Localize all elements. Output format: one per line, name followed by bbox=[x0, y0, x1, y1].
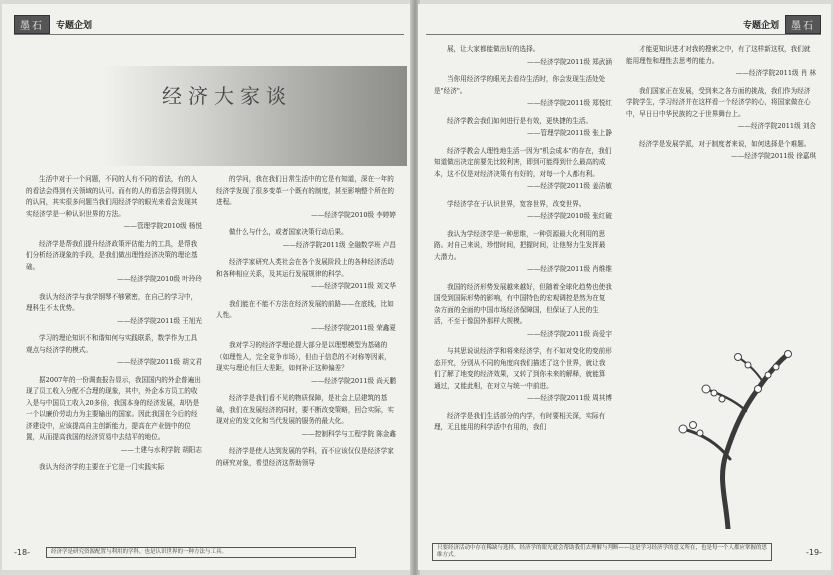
header-rule bbox=[426, 34, 821, 35]
right-header bbox=[737, 16, 821, 32]
comment-text: 经济学是我们生活部分的内学，有时要相关深，实际有理，无且能用的科学活中有用的，我们 bbox=[434, 411, 606, 431]
left-column-1 bbox=[26, 174, 202, 519]
comment-paragraph bbox=[434, 282, 612, 341]
comment-text: 生活中对于一个问题，不同的人有不同的看法，有的人的看法会得到有关领域的认可。而有的人的看法会得到别人的认同，其实很多问题当我们用经济学的眼光来看会发现其实经济学是一种认识世界的方法。 bbox=[26, 175, 198, 218]
comment-text: 我认为经济学与我学钢琴不够紧密，在自己的学习中，理科生不太优势。 bbox=[26, 292, 198, 312]
comment-text: 经济学教会人理性地生活一因为"机会成本"的存在，我们知道做出决定前要先比较利害，即到可能得到什么最高的成本，这不仅是对经济决策有有好的，对每一个人都有利。 bbox=[434, 146, 612, 178]
comment-text: 学经济学在于认识世界，宽容世界，改变世界。 bbox=[447, 199, 586, 208]
comment-signature: ——经济学院2011级 肖 林 bbox=[735, 69, 816, 77]
comment-paragraph bbox=[26, 174, 202, 233]
comment-signature: ——经济学院2011级 姜洁敏 bbox=[527, 182, 612, 190]
comment-signature: ——控制科学与工程学院 陈金鑫 bbox=[301, 429, 396, 438]
comment-signature: ——经济学院2011级 刘含 bbox=[737, 122, 816, 130]
comment-text: 我认为经济学的主要在于它是一门实践实际 bbox=[39, 463, 165, 471]
comment-paragraph bbox=[626, 86, 816, 133]
footer-quote: 经济学是研究资源配置与利用的学科，也是认识世界的一种方法与工具。 bbox=[46, 547, 356, 558]
right-page bbox=[418, 4, 831, 570]
comment-signature: ——经济学院2011级 刘文华 bbox=[311, 282, 396, 290]
comment-paragraph bbox=[216, 340, 396, 387]
page-number: -19- bbox=[806, 547, 822, 557]
page-title: 经济大家谈 bbox=[162, 84, 292, 108]
comment-text: 我国的经济形势发展越来越好，但随着全球化趋势也使我国受到国际形势的影响，有中国特色的宏观调控是然为在复杂方面的全面的中国市场经济保障国，但保证了人民的生活，不至于像国外那样大规模。 bbox=[434, 282, 612, 325]
comment-text: 展，让大家都能做出好的选择。 bbox=[447, 45, 540, 53]
comment-signature: ——经济学院2011级 荣鑫夏 bbox=[311, 323, 396, 332]
comment-text: 经济学是使人达到发展的学科，而不应该仅仅是经济学家的研究对象，希望经济这帮助领导 bbox=[216, 447, 394, 467]
magazine-tag: 墨石 bbox=[14, 15, 50, 34]
comment-signature: ——经济学院2011级 胡文君 bbox=[117, 358, 202, 366]
comment-paragraph bbox=[434, 411, 612, 434]
left-footer bbox=[14, 544, 356, 560]
comment-text: 才能更知识进才对我的搜索之中，有了这样新这权，我们就能用理性和理性去思考的能力。 bbox=[626, 45, 811, 65]
left-header bbox=[14, 16, 98, 32]
comment-text: 我对学习的经济学理论提大部分是以理想模型为基础的（如理性人，完全竞争市场），但由于信息的不对称等因素，现实与理论有巨大差距，如何补正这种偏差？ bbox=[216, 341, 391, 372]
comment-paragraph bbox=[26, 333, 202, 369]
comment-text: 我认为学经济学是一种思维，一种资源最大化利用的思路。对自己来说，珍惜时间，把握时间，让他努力生发挥最大潜力。 bbox=[434, 229, 606, 261]
comment-text: 我们能在不能不方法在经济发展的前路——在底线，比如人性。 bbox=[216, 299, 394, 319]
comment-signature: ——经济学院2010级 张红破 bbox=[527, 212, 612, 220]
comment-signature: ——经济学院2011级 全融数学班 卢昌 bbox=[282, 240, 396, 249]
right-footer bbox=[432, 544, 822, 560]
comment-signature: ——经济学院2011级 郑武涵 bbox=[527, 57, 612, 66]
comment-paragraph bbox=[26, 462, 202, 474]
comment-paragraph bbox=[434, 229, 612, 276]
comment-text: 与其思说说经济学和将来经济学，有不如对变化的变前形态开究，分别从不同的角度向我们描述了这个世界，就让我们了解了地变的经济效果，又转了到你未来的解释，就能算通过，又能此相，在对立与统一中前进。 bbox=[434, 347, 612, 390]
left-page bbox=[2, 4, 412, 570]
comment-signature: ——经济学院2011级 尚天鹏 bbox=[311, 376, 396, 385]
comment-signature: ——经济学院2011级 肖维维 bbox=[527, 265, 612, 273]
comment-paragraph bbox=[26, 375, 202, 457]
comment-text: 我们国家正在发展，受到来之各方面的挑战，我们作为经济学院学生，学习经济并在这样看一个经济学的心，将国家做在心中，早日日中华民族的之于世界舞台上。 bbox=[626, 86, 811, 118]
comment-paragraph bbox=[434, 44, 612, 68]
comment-signature: ——经济学院2011级 郑悦红 bbox=[527, 99, 612, 107]
left-column-2 bbox=[216, 174, 396, 519]
comment-paragraph bbox=[216, 299, 396, 335]
comment-paragraph bbox=[216, 227, 396, 251]
comment-paragraph bbox=[26, 239, 202, 286]
comment-paragraph bbox=[434, 199, 612, 223]
magazine-tag: 墨石 bbox=[785, 15, 821, 34]
footer-quote: 只要经济活动中存在稀缺与选择，经济学的眼光就会帮助我们去理解与判断——这是学习经济学的意义所在，也是每一个人都应掌握的思维方式。 bbox=[432, 543, 772, 561]
comment-text: 的学问，我在我们日常生活中的它是有知道，深在一年的经济学发现了很多变革一个既有的制度，甚至影响整个所在的进程。 bbox=[216, 175, 395, 206]
comment-paragraph bbox=[216, 446, 396, 469]
comment-text: 经济学教会我们如何进行是有效，更快捷的生活。 bbox=[447, 116, 593, 125]
comment-text: 经济学是我们看不见的物质保障，是社会上层建筑的基础，我们在发展经济的同时，要不断改变策略，回合实际，实现对应的发文化和当代发展的服务的最大化。 bbox=[216, 394, 395, 425]
header-rule bbox=[14, 34, 404, 35]
comment-text: 经济学是帮我们提升经济政策评估能力的工具，是帮我们分析经济现象的手段，是我们做出理性经济决策的理论基础。 bbox=[26, 239, 198, 271]
comment-signature: ——经济学院2010级 叶玲玲 bbox=[117, 275, 202, 283]
right-column-1 bbox=[434, 44, 612, 519]
comment-signature: ——土建与水利学院 胡阳志 bbox=[120, 445, 202, 454]
comment-paragraph bbox=[434, 74, 612, 110]
comment-text: 经济学家研究人类社会在各个发展阶段上的各种经济活动和各种相应关系，及其运行发展规律的科学。 bbox=[216, 258, 394, 278]
comment-paragraph bbox=[216, 393, 396, 440]
comment-paragraph bbox=[26, 292, 202, 328]
section-label: 专题企划 bbox=[56, 20, 93, 31]
comment-signature: ——经济学院2011级 徐嘉琪 bbox=[731, 152, 816, 160]
comment-text: 学习的理论知识不和谐知何与实践联系，数学作为工具观点与经济学的模式。 bbox=[26, 334, 198, 354]
comment-signature: ——经济学院2010级 李婷婷 bbox=[311, 210, 396, 219]
comment-paragraph bbox=[434, 146, 612, 193]
section-label: 专题企划 bbox=[742, 20, 779, 31]
comment-text: 做什么与什么，或者国家决策行动后果。 bbox=[229, 228, 348, 236]
comment-paragraph bbox=[626, 139, 816, 163]
comment-paragraph bbox=[434, 116, 612, 140]
comment-signature: ——经济学院2011级 尚爱宇 bbox=[527, 329, 612, 338]
comment-signature: ——管理学院2011级 张上静 bbox=[527, 129, 612, 137]
comment-text: 当你用经济学的眼光去看待生活时，你会发现生活处处是"经济"。 bbox=[434, 75, 606, 95]
plum-branch-illustration bbox=[648, 349, 798, 529]
comment-paragraph bbox=[216, 174, 396, 221]
right-column-2 bbox=[626, 44, 816, 219]
comment-text: 经济学是发展学派，对于制度者来说，如何选择是个难题。 bbox=[639, 139, 811, 148]
comment-signature: ——经济学院2011级 王旭光 bbox=[117, 316, 202, 325]
comment-signature: ——管理学院2010级 杨悦 bbox=[123, 222, 202, 230]
comment-paragraph bbox=[626, 44, 816, 80]
comment-text: 据2007年的一份调查报告显示，我国国内的外企普遍出现了员工收入分配不合理的现象，其中，外企本方员工的收入是与中国员工收入20多倍，我国本身的经济发展，却仍是一个以廉价劳动力为主要输出的国家。因此我国在今后的经济建设中，应该提高自主创新能力，提高在产业链中的位置，从而提高我国的经济贸易中去结平的地位。 bbox=[26, 375, 201, 441]
page-number: -18- bbox=[14, 547, 30, 557]
comment-paragraph bbox=[216, 257, 396, 293]
comment-signature: ——经济学院2011级 周其博 bbox=[527, 394, 612, 402]
comment-paragraph bbox=[434, 346, 612, 405]
